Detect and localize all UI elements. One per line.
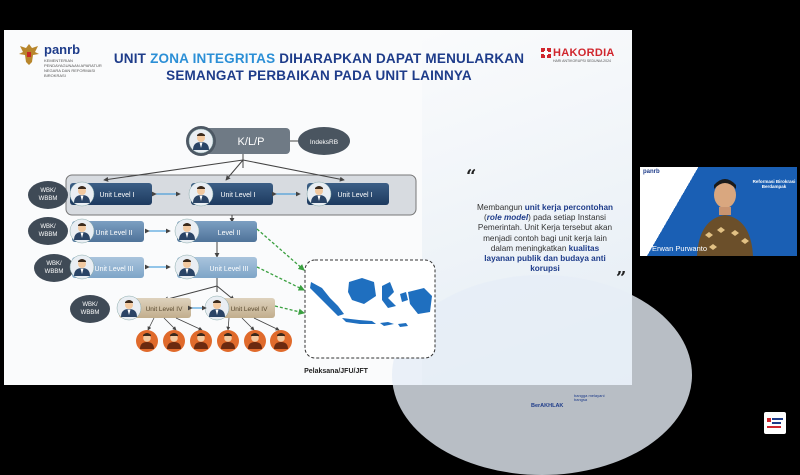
- indeksrb-label: IndeksRB: [309, 139, 339, 146]
- slide-quote-text: Membangun unit kerja percontohan (role model) pada setiap Instansi Pemerintah. Unit Kerja tersebut akan menjadi contoh bagi unit kerja lain dalam meningkatkan kualitas layanan publik dan budaya anti korupsi: [476, 203, 614, 274]
- level4-node-b: [205, 296, 275, 320]
- level2-node-b: [175, 219, 257, 243]
- bangga-badge-icon: [764, 412, 786, 434]
- klp-label: K/L/P: [237, 136, 265, 148]
- level2-node-a: [70, 219, 144, 243]
- wbk-bubble-4: [70, 295, 110, 323]
- svg-text:Unit Level IV: Unit Level IV: [230, 306, 268, 313]
- cam-panrb-logo: panrb: [643, 169, 660, 175]
- level1-node-b: [189, 182, 273, 206]
- level4-node-a: [117, 296, 191, 320]
- svg-text:Level II: Level II: [217, 230, 241, 237]
- level1-node-c: [307, 182, 389, 206]
- svg-text:WBBM: WBBM: [44, 269, 64, 275]
- svg-text:WBK/: WBK/: [40, 188, 56, 194]
- presentation-slide: [4, 30, 632, 409]
- svg-text:Unit Level II: Unit Level II: [95, 230, 133, 237]
- panrb-wordmark: panrb: [44, 42, 81, 57]
- svg-text:Unit Level III: Unit Level III: [209, 266, 249, 273]
- mic-indicator-icon: [643, 245, 650, 253]
- cam-banner-text: Reformasi Birokrasi Berdampak: [752, 179, 796, 190]
- svg-text:Unit Level I: Unit Level I: [220, 192, 256, 199]
- open-quote-icon: “: [466, 166, 477, 187]
- hakordia-subtitle: HARI ANTIKORUPSI SEDUNIA 2024: [553, 59, 611, 63]
- close-quote-icon: ”: [616, 268, 627, 289]
- bangga-melayani-logo: bangga melayani bangsa: [574, 393, 605, 402]
- svg-text:Unit Level IV: Unit Level IV: [145, 306, 183, 313]
- level3-node-a: [70, 255, 144, 279]
- svg-text:WBK/: WBK/: [46, 261, 62, 267]
- svg-text:WBK/: WBK/: [40, 224, 56, 230]
- slide-title: UNIT ZONA INTEGRITAS DIHARAPKAN DAPAT MENULARKAN SEMANGAT PERBAIKAN PADA UNIT LAINNYA: [113, 51, 525, 83]
- level3-node-b: [175, 255, 257, 279]
- indonesia-map: [305, 260, 435, 358]
- svg-text:WBBM: WBBM: [38, 232, 58, 238]
- staff-row: [136, 330, 292, 352]
- berakhlak-logo: BerAKHLAK: [531, 403, 564, 409]
- svg-text:Unit Level I: Unit Level I: [99, 192, 135, 199]
- wbk-bubble-2: [28, 217, 68, 245]
- participant-video-tile[interactable]: [640, 167, 797, 256]
- wbk-bubble-3: [34, 254, 74, 282]
- svg-text:Unit Level I: Unit Level I: [337, 192, 373, 199]
- svg-text:WBK/: WBK/: [82, 302, 98, 308]
- svg-text:WBBM: WBBM: [38, 196, 58, 202]
- participant-name: Erwan Purwanto: [652, 244, 708, 253]
- klp-node: [186, 126, 290, 156]
- pelaksana-label: Pelaksana/JFU/JFT: [304, 368, 368, 375]
- svg-text:Unit Level III: Unit Level III: [94, 266, 134, 273]
- panrb-subtitle: KEMENTERIAN PENDAYAGUNAAN APARATUR NEGARA DAN REFORMASI BIROKRASI: [44, 58, 102, 78]
- bottom-corner-logo: [764, 412, 786, 434]
- indeksrb-node: [298, 127, 350, 155]
- wbk-bubble-1: [28, 181, 68, 209]
- svg-text:WBBM: WBBM: [80, 310, 100, 316]
- level1-node-a: [70, 182, 152, 206]
- hakordia-wordmark: HAKORDIA: [553, 47, 615, 59]
